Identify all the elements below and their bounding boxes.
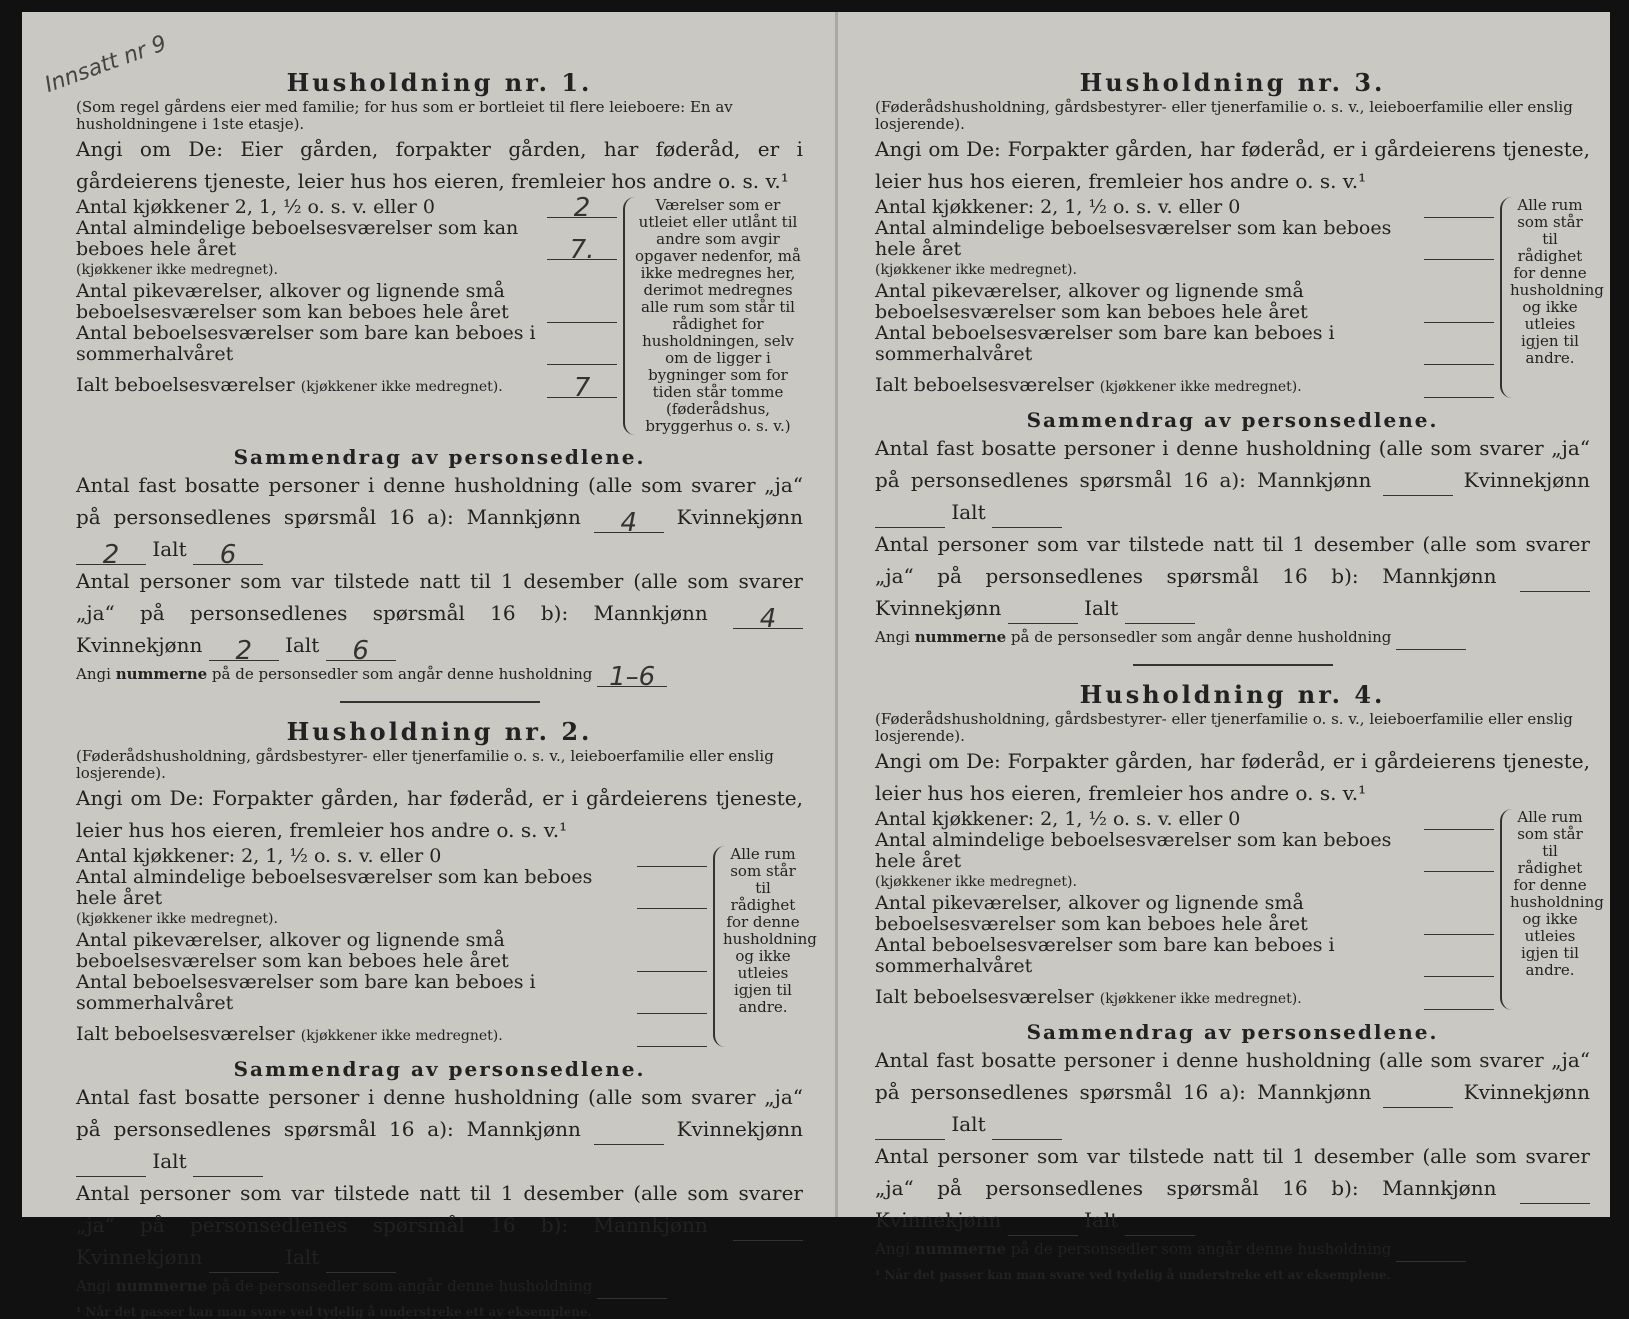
summer-rooms-field[interactable] <box>1424 958 1494 977</box>
maid-rooms-field[interactable] <box>637 953 707 972</box>
kitchens-field[interactable] <box>637 848 707 867</box>
household-2-note: (Føderådshusholdning, gårdsbestyrer- eller tjenerfamilie o. s. v., leieboerfamilie eller enslig losjerende). <box>76 747 774 782</box>
household-1 <box>76 68 804 692</box>
present-female-field[interactable]: 2 <box>209 642 279 661</box>
summer-rooms-field[interactable] <box>1424 346 1494 365</box>
household-4-present: Antal personer som var tilstede natt til 1 desember (alle som svarer „ja“ på personsedlenes spørsmål 16 b): Mannkjønn Kvinnekjønn Ialt <box>875 1140 1590 1236</box>
kitchens-field[interactable]: 2 <box>547 199 617 218</box>
ordinary-rooms-field[interactable] <box>637 890 707 909</box>
total-rooms-field[interactable] <box>1424 991 1494 1010</box>
total-rooms-field[interactable]: 7 <box>547 379 617 398</box>
household-4-note: (Føderådshusholdning, gårdsbestyrer- eller tjenerfamilie o. s. v., leieboerfamilie eller enslig losjerende). <box>875 710 1573 745</box>
household-4-side-note: Alle rum som står til rådighet for denne husholdning og ikke utleies igjen til andre. <box>1500 809 1590 1010</box>
maid-rooms-label: Antal pikeværelser, alkover og lignende små beboelsesværelser som kan beboes hele året <box>76 929 509 972</box>
household-2 <box>76 717 817 1319</box>
household-4-summary-title: Sammendrag av personsedlene. <box>1026 1020 1439 1044</box>
numbers-field[interactable] <box>1396 631 1466 650</box>
resident-male-field[interactable]: 4 <box>594 514 664 533</box>
ordinary-rooms-sub: (kjøkkener ikke medregnet). <box>76 262 278 278</box>
total-rooms-label: Ialt beboelsesværelser <box>76 374 295 396</box>
ordinary-rooms-label: Antal almindelige beboelsesværelser som kan beboes hele året <box>76 866 593 909</box>
resident-female-field[interactable] <box>875 509 945 528</box>
ordinary-rooms-label: Antal almindelige beboelsesværelser som kan beboes hele året <box>76 217 519 260</box>
present-total-field[interactable] <box>1125 605 1195 624</box>
right-page <box>837 12 1610 1282</box>
household-2-title: Husholdning nr. 2. <box>286 717 593 746</box>
resident-total-field[interactable] <box>992 1121 1062 1140</box>
total-rooms-field[interactable] <box>637 1028 707 1047</box>
household-1-numbers: Angi nummerne på de personsedler som angår denne husholdning 1–6 <box>76 661 803 687</box>
ordinary-rooms-sub: (kjøkkener ikke medregnet). <box>76 911 278 927</box>
summer-rooms-field[interactable] <box>637 995 707 1014</box>
present-male-field[interactable] <box>1520 573 1590 592</box>
present-male-field[interactable]: 4 <box>733 610 803 629</box>
kitchens-label: Antal kjøkkener 2, 1, ½ o. s. v. eller 0 <box>76 196 435 218</box>
numbers-field[interactable]: 1–6 <box>597 668 667 687</box>
total-rooms-sub: (kjøkkener ikke medregnet). <box>300 379 503 395</box>
present-male-field[interactable] <box>1520 1185 1590 1204</box>
present-total-field[interactable]: 6 <box>326 642 396 661</box>
present-female-field[interactable] <box>1008 605 1078 624</box>
ordinary-rooms-field[interactable]: 7. <box>547 241 617 260</box>
household-3-numbers: Angi nummerne på de personsedler som angår denne husholdning <box>875 624 1590 650</box>
divider <box>1133 664 1333 666</box>
total-rooms-sub: (kjøkkener ikke medregnet). <box>300 1028 503 1044</box>
maid-rooms-label: Antal pikeværelser, alkover og lignende små beboelsesværelser som kan beboes hele året <box>875 892 1308 935</box>
maid-rooms-label: Antal pikeværelser, alkover og lignende små beboelsesværelser som kan beboes hele året <box>76 280 509 323</box>
kitchens-label: Antal kjøkkener: 2, 1, ½ o. s. v. eller 0 <box>76 845 442 867</box>
household-2-side-note: Alle rum som står til rådighet for denne husholdning og ikke utleies igjen til andre. <box>713 846 803 1047</box>
divider <box>340 701 540 703</box>
summer-rooms-field[interactable] <box>547 346 617 365</box>
maid-rooms-field[interactable] <box>1424 916 1494 935</box>
household-4 <box>875 680 1604 1282</box>
kitchens-label: Antal kjøkkener: 2, 1, ½ o. s. v. eller 0 <box>875 808 1241 830</box>
household-3-resident: Antal fast bosatte personer i denne husholdning (alle som svarer „ja“ på personsedlenes spørsmål 16 a): Mannkjønn Kvinnekjønn Ialt <box>875 432 1590 528</box>
household-1-note: (Som regel gårdens eier med familie; for hus som er bortleiet til flere leieboere: En av husholdningene i 1ste etasje). <box>76 98 733 133</box>
margin-note: Innsatt nr 9 <box>41 30 170 99</box>
resident-total-field[interactable]: 6 <box>193 546 263 565</box>
ordinary-rooms-label: Antal almindelige beboelsesværelser som kan beboes hele året <box>875 217 1392 260</box>
left-page <box>22 12 837 1319</box>
resident-male-field[interactable] <box>1383 477 1453 496</box>
resident-male-field[interactable] <box>594 1126 664 1145</box>
household-1-rooms <box>76 193 803 435</box>
household-3 <box>875 68 1604 650</box>
numbers-field[interactable] <box>1396 1243 1466 1262</box>
ordinary-rooms-field[interactable] <box>1424 241 1494 260</box>
household-3-present: Antal personer som var tilstede natt til 1 desember (alle som svarer „ja“ på personsedlenes spørsmål 16 b): Mannkjønn Kvinnekjønn Ialt <box>875 528 1590 624</box>
household-4-question: Angi om De: Forpakter gården, har føderåd, er i gårdeierens tjeneste, leier hus hos eieren, fremleier hos andre o. s. v.¹ <box>875 749 1590 805</box>
numbers-field[interactable] <box>597 1280 667 1299</box>
total-rooms-label: Ialt beboelsesværelser <box>76 1023 295 1045</box>
kitchens-label: Antal kjøkkener: 2, 1, ½ o. s. v. eller 0 <box>875 196 1241 218</box>
household-1-summary-title: Sammendrag av personsedlene. <box>233 445 646 469</box>
resident-female-field[interactable] <box>76 1158 146 1177</box>
footnote: ¹ Når det passer kan man svare ved tydelig å understreke ett av eksemplene. <box>76 1305 592 1319</box>
household-2-resident: Antal fast bosatte personer i denne husholdning (alle som svarer „ja“ på personsedlenes spørsmål 16 a): Mannkjønn Kvinnekjønn Ialt <box>76 1081 803 1177</box>
summer-rooms-label: Antal beboelsesværelser som bare kan beboes i sommerhalvåret <box>76 322 536 365</box>
ordinary-rooms-field[interactable] <box>1424 853 1494 872</box>
household-3-title: Husholdning nr. 3. <box>1079 68 1386 97</box>
summer-rooms-label: Antal beboelsesværelser som bare kan beboes i sommerhalvåret <box>875 934 1335 977</box>
household-3-question: Angi om De: Forpakter gården, har føderåd, er i gårdeierens tjeneste, leier hus hos eieren, fremleier hos andre o. s. v.¹ <box>875 137 1590 193</box>
total-rooms-field[interactable] <box>1424 379 1494 398</box>
household-2-present: Antal personer som var tilstede natt til 1 desember (alle som svarer „ja“ på personsedlenes spørsmål 16 b): Mannkjønn Kvinnekjønn Ialt <box>76 1177 803 1273</box>
total-rooms-label: Ialt beboelsesværelser <box>875 986 1094 1008</box>
household-4-rooms <box>875 808 1604 1010</box>
ordinary-rooms-sub: (kjøkkener ikke medregnet). <box>875 262 1077 278</box>
footnote: ¹ Når det passer kan man svare ved tydelig å understreke ett av eksemplene. <box>875 1268 1391 1282</box>
household-2-numbers: Angi nummerne på de personsedler som angår denne husholdning <box>76 1273 803 1299</box>
total-rooms-sub: (kjøkkener ikke medregnet). <box>1099 379 1302 395</box>
household-1-present: Antal personer som var tilstede natt til 1 desember (alle som svarer „ja“ på personsedlenes spørsmål 16 b): Mannkjønn 4 Kvinnekjønn 2 Ialt 6 <box>76 569 803 666</box>
household-1-title: Husholdning nr. 1. <box>286 68 593 97</box>
resident-total-field[interactable] <box>992 509 1062 528</box>
present-female-field[interactable] <box>209 1254 279 1273</box>
resident-female-field[interactable]: 2 <box>76 546 146 565</box>
kitchens-field[interactable] <box>1424 199 1494 218</box>
household-4-title: Husholdning nr. 4. <box>1079 680 1386 709</box>
household-1-side-note: Værelser som er utleiet eller utlånt til andre som avgir opgaver nedenfor, må ikke medregnes her, derimot medregnes alle rum som står til rådighet for husholdningen, selv om de ligger i bygninger som for tiden står tomme (føderådshus, bryggerhus o. s. v.) <box>623 197 803 435</box>
household-2-rooms <box>76 845 817 1047</box>
resident-total-field[interactable] <box>193 1158 263 1177</box>
summer-rooms-label: Antal beboelsesværelser som bare kan beboes i sommerhalvåret <box>875 322 1335 365</box>
household-1-question: Angi om De: Eier gården, forpakter gården, har føderåd, er i gårdeierens tjeneste, leier hus hos eieren, fremleier hos andre o. s. v.¹ <box>76 137 803 193</box>
total-rooms-sub: (kjøkkener ikke medregnet). <box>1099 991 1302 1007</box>
household-3-rooms <box>875 196 1604 398</box>
maid-rooms-field[interactable] <box>547 304 617 323</box>
maid-rooms-field[interactable] <box>1424 304 1494 323</box>
household-2-summary-title: Sammendrag av personsedlene. <box>233 1057 646 1081</box>
present-total-field[interactable] <box>326 1254 396 1273</box>
household-4-resident: Antal fast bosatte personer i denne husholdning (alle som svarer „ja“ på personsedlenes spørsmål 16 a): Mannkjønn Kvinnekjønn Ialt <box>875 1044 1590 1140</box>
total-rooms-label: Ialt beboelsesværelser <box>875 374 1094 396</box>
resident-female-field[interactable] <box>875 1121 945 1140</box>
household-3-side-note: Alle rum som står til rådighet for denne husholdning og ikke utleies igjen til andre. <box>1500 197 1590 398</box>
maid-rooms-label: Antal pikeværelser, alkover og lignende små beboelsesværelser som kan beboes hele året <box>875 280 1308 323</box>
ordinary-rooms-sub: (kjøkkener ikke medregnet). <box>875 874 1077 890</box>
census-form-sheet <box>22 12 1610 1319</box>
household-2-question: Angi om De: Forpakter gården, har føderåd, er i gårdeierens tjeneste, leier hus hos eieren, fremleier hos andre o. s. v.¹ <box>76 786 803 842</box>
household-3-summary-title: Sammendrag av personsedlene. <box>1026 408 1439 432</box>
kitchens-field[interactable] <box>1424 811 1494 830</box>
resident-male-field[interactable] <box>1383 1089 1453 1108</box>
summer-rooms-label: Antal beboelsesværelser som bare kan beboes i sommerhalvåret <box>76 971 536 1014</box>
household-3-note: (Føderådshusholdning, gårdsbestyrer- eller tjenerfamilie o. s. v., leieboerfamilie eller enslig losjerende). <box>875 98 1573 133</box>
household-4-numbers: Angi nummerne på de personsedler som angår denne husholdning <box>875 1236 1590 1262</box>
ordinary-rooms-label: Antal almindelige beboelsesværelser som kan beboes hele året <box>875 829 1392 872</box>
household-1-resident: Antal fast bosatte personer i denne husholdning (alle som svarer „ja“ på personsedlenes spørsmål 16 a): Mannkjønn 4 Kvinnekjønn 2 Ialt 6 <box>76 473 804 570</box>
present-male-field[interactable] <box>733 1222 803 1241</box>
